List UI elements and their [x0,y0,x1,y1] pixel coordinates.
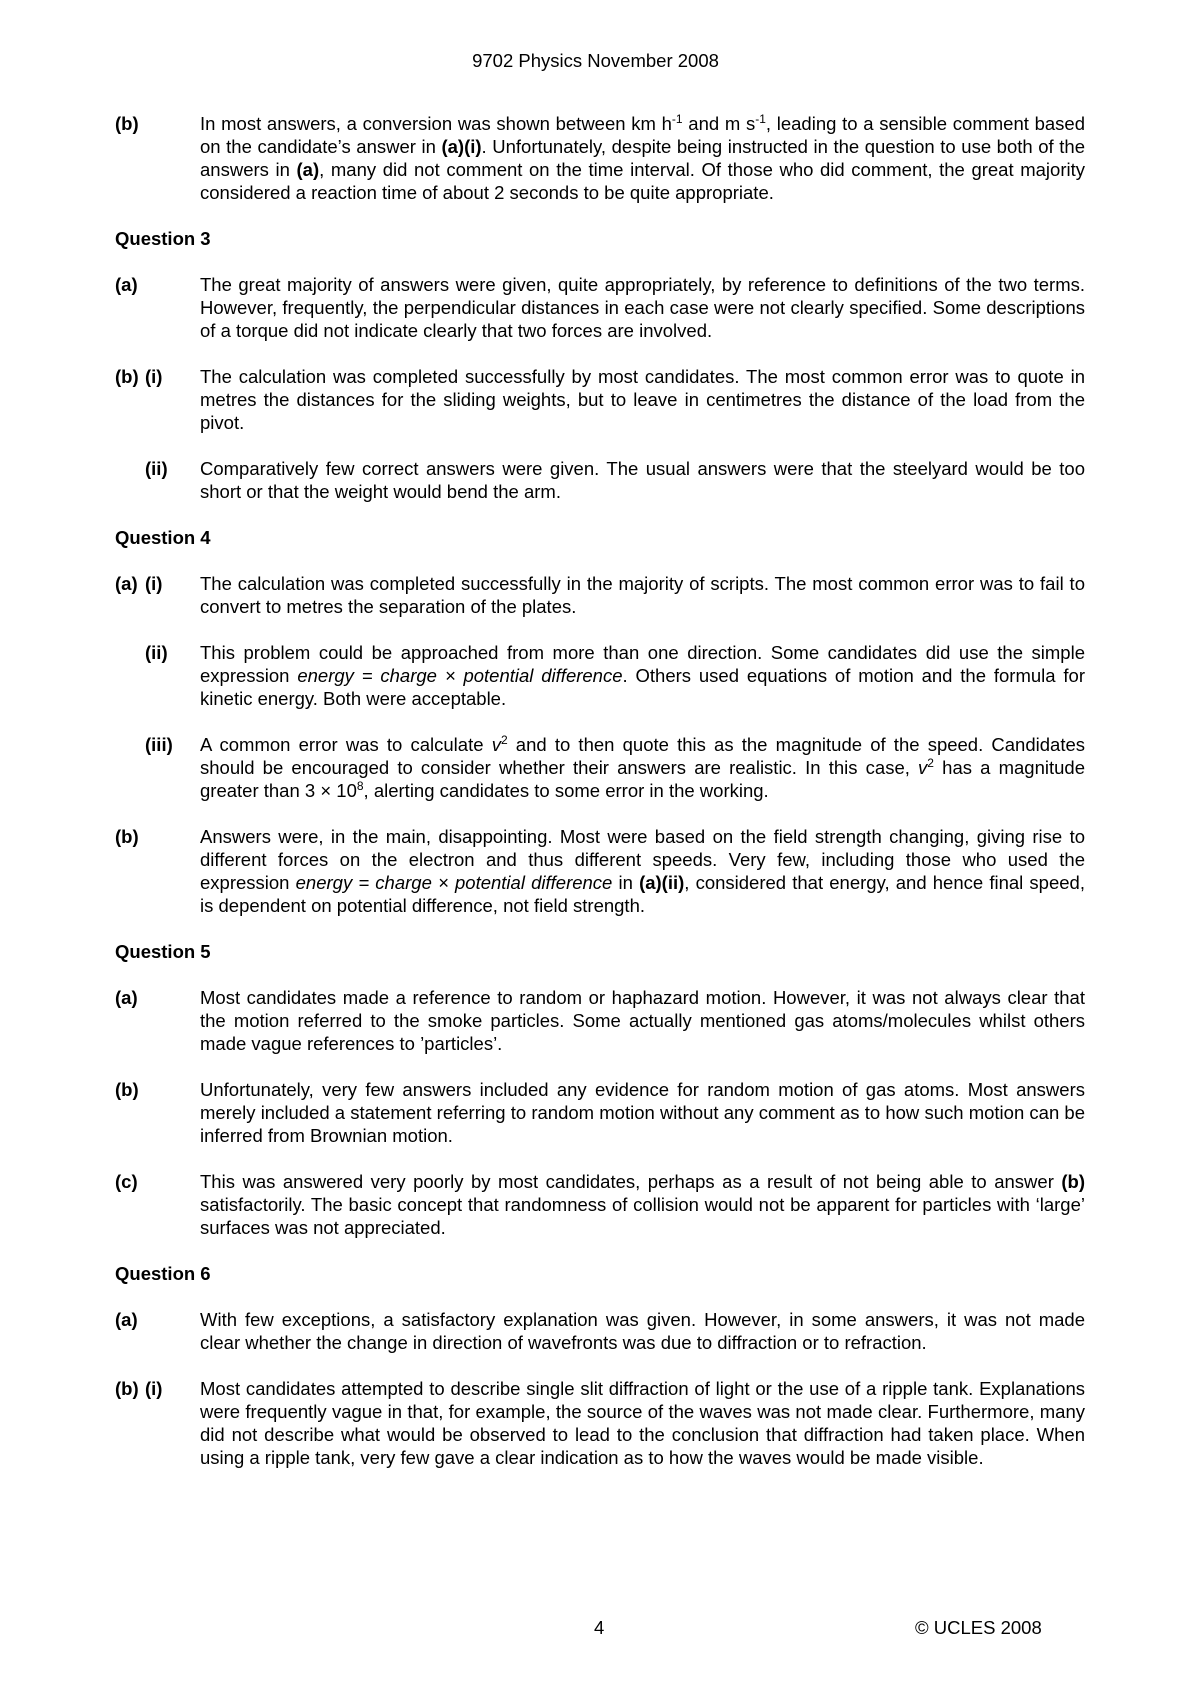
comment-text: With few exceptions, a satisfactory explanation was given. However, in some answers, it was not made clear whether the change in direction of wavefronts was due to diffraction or to refraction. [200,1309,1085,1353]
comment-item [115,365,1085,434]
copyright-notice: © UCLES 2008 [915,1617,1042,1638]
subpart-label: (ii) [145,642,168,663]
comment-text: This was answered very poorly by most candidates, perhaps as a result of not being able to answer (b) satisfactorily. The basic concept that randomness of collision would not be apparent for particles with ‘large’ surfaces was not appreciated. [200,1171,1085,1238]
comment-text: Unfortunately, very few answers included any evidence for random motion of gas atoms. Most answers merely included a statement referring to random motion without any comment as to how such motion can be inferred from Brownian motion. [200,1079,1085,1146]
comment-item [115,1377,1085,1469]
comment-text: Most candidates attempted to describe single slit diffraction of light or the use of a ripple tank. Explanations were frequently vague in that, for example, the source of the waves was not made clear. Furthermore, many did not describe what would be observed to lead to the conclusion that diffraction had taken place. When using a ripple tank, very few gave a clear indication as to how the waves would be made visible. [200,1378,1085,1468]
comment-item [115,1170,1085,1239]
part-label: (b) [115,1378,139,1399]
comment-text: Answers were, in the main, disappointing. Most were based on the field strength changing, giving rise to different forces on the electron and thus different speeds. Very few, including those who used the expression energy = charge × potential difference in (a)(ii), considered that energy, and hence final speed, is dependent on potential difference, not field strength. [200,826,1085,916]
comment-item [115,572,1085,618]
comment-text: The great majority of answers were given, quite appropriately, by reference to definitions of the two terms. However, frequently, the perpendicular distances in each case were not clearly specified. Some descriptions of a torque did not indicate clearly that two forces are involved. [200,274,1085,341]
comment-item [115,1078,1085,1147]
subpart-label: (i) [145,573,163,594]
part-label: (b) [115,826,139,847]
question-heading: Question 5 [115,941,211,962]
comment-item [115,825,1085,917]
comment-text: In most answers, a conversion was shown between km $h^{-1}$ and m $s^{-1}$, leading to a sensible comment based on the candidate’s answer in (a)(i). Unfortunately, despite being instructed in the question to use both of the answers in (a), many did not comment on the time interval. Of those who did comment, the great majority considered a reaction time of about 2 seconds to be quite appropriate. [200,112,1085,203]
part-label: (b) [115,1079,139,1100]
comment-text: Most candidates made a reference to random or haphazard motion. However, it was not always clear that the motion referred to the smoke particles. Some actually mentioned gas atoms/molecules whilst others made vague references to ’particles’. [200,987,1085,1054]
comment-item [115,641,1085,710]
part-label: (a) [115,987,138,1008]
page-number: 4 [594,1617,605,1638]
subpart-label: (ii) [145,458,168,479]
comment-text: This problem could be approached from more than one direction. Some candidates did use the simple expression energy = charge × potential difference. Others used equations of motion and the formula for kinetic energy. Both were acceptable. [200,642,1085,709]
subpart-label: (iii) [145,734,173,755]
part-label: (b) [115,366,139,387]
question-heading: Question 4 [115,527,211,548]
comment-text: The calculation was completed successfully in the majority of scripts. The most common error was to fail to convert to metres the separation of the plates. [200,573,1085,617]
page-header: 9702 Physics November 2008 [472,50,719,71]
part-label: (b) [115,113,139,134]
comment-text: A common error was to calculate $v^2$ and to then quote this as the magnitude of the speed. Candidates should be encouraged to consider whether their answers are realistic. In this case, $v^2$ has a magnitude greater than $3 \times 10^8$, alerting candidates to some error in the working. [200,733,1085,801]
comment-item [115,273,1085,342]
question-heading: Question 6 [115,1263,211,1284]
report-body [115,112,1085,1492]
comment-item [115,457,1085,503]
comment-item [115,1308,1085,1354]
comment-text: Comparatively few correct answers were given. The usual answers were that the steelyard would be too short or that the weight would bend the arm. [200,458,1085,502]
question-heading: Question 3 [115,228,211,249]
part-label: (c) [115,1171,138,1192]
subpart-label: (i) [145,1378,163,1399]
part-label: (a) [115,1309,138,1330]
subpart-label: (i) [145,366,163,387]
part-label: (a) [115,573,138,594]
part-label: (a) [115,274,138,295]
comment-item [115,733,1085,802]
comment-item [115,986,1085,1055]
comment-item [115,112,1085,204]
comment-text: The calculation was completed successfully by most candidates. The most common error was to quote in metres the distances for the sliding weights, but to leave in centimetres the distance of the load from the pivot. [200,366,1085,433]
